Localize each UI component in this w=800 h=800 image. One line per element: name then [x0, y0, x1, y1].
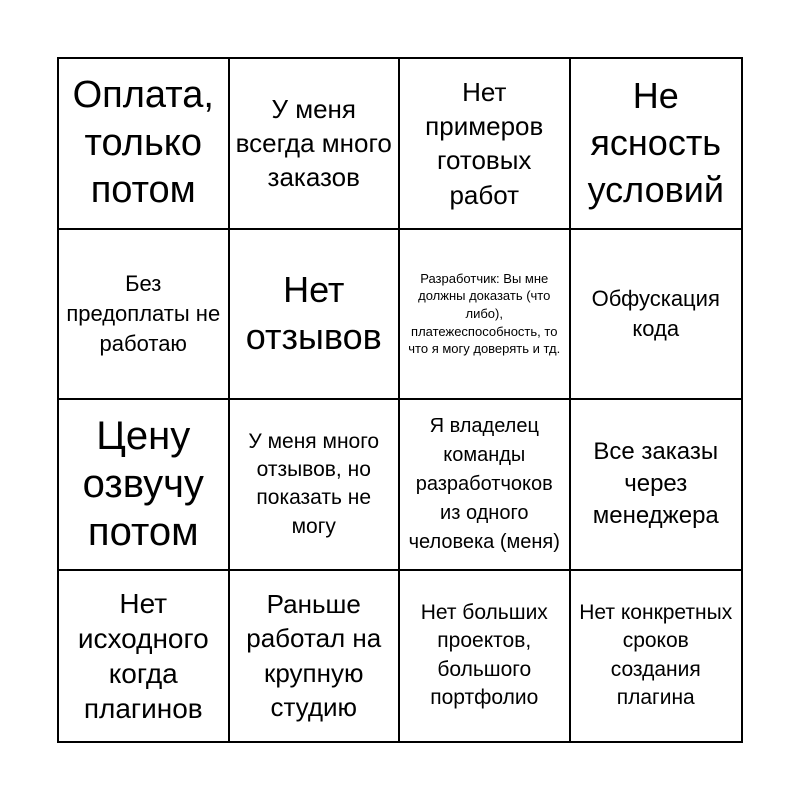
bingo-cell[interactable]: У меня много отзывов, но показать не могу	[230, 400, 401, 571]
bingo-cell[interactable]: Обфускация кода	[571, 230, 742, 401]
bingo-cell[interactable]: Раньше работал на крупную студию	[230, 571, 401, 742]
bingo-cell[interactable]: Все заказы через менеджера	[571, 400, 742, 571]
bingo-cell[interactable]: Нет больших проектов, большого портфолио	[400, 571, 571, 742]
bingo-cell[interactable]: У меня всегда много заказов	[230, 59, 401, 230]
bingo-cell[interactable]: Разработчик: Вы мне должны доказать (что либо), платежеспособность, то что я могу доверять и тд.	[400, 230, 571, 401]
bingo-cell[interactable]: Не ясность условий	[571, 59, 742, 230]
bingo-cell[interactable]: Без предоплаты не работаю	[59, 230, 230, 401]
bingo-cell[interactable]: Я владелец команды разработчоков из одного человека (меня)	[400, 400, 571, 571]
bingo-cell[interactable]: Нет отзывов	[230, 230, 401, 401]
bingo-cell[interactable]: Нет примеров готовых работ	[400, 59, 571, 230]
bingo-cell[interactable]: Оплата, только потом	[59, 59, 230, 230]
bingo-cell[interactable]: Нет конкретных сроков создания плагина	[579, 601, 733, 710]
bingo-cell[interactable]: Цену озвучу потом	[59, 400, 230, 571]
bingo-cell[interactable]: Нет исходного когда плагинов	[59, 571, 230, 742]
bingo-board	[57, 57, 743, 743]
